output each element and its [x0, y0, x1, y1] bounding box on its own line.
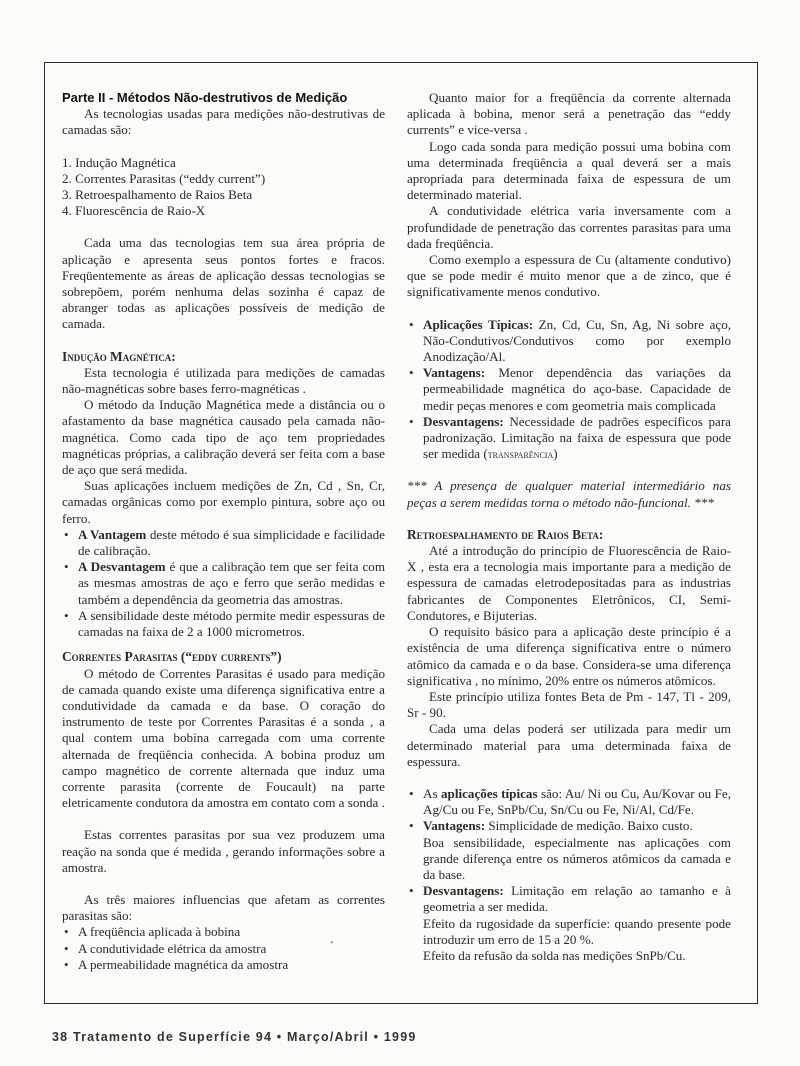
list-item: • A condutividade elétrica da amostra — [62, 941, 385, 957]
list-item: • Aplicações Típicas: Zn, Cd, Cu, Sn, Ag, Ni sobre aço, Não-Condutivos/Condutivos como por exemplo Anodização/Al. — [407, 317, 731, 366]
list-item: • A Desvantagem é que a calibração tem que ser feita com as mesmas amostras de aço e ferro que serão medidas e também a dependência da geometria das amostras. — [62, 559, 385, 608]
list-item: • A permeabilidade magnética da amostra — [62, 957, 385, 973]
eddy-current-heading: Correntes Parasitas (“eddy currents”) — [62, 649, 282, 665]
left-column — [62, 90, 385, 973]
influence-bullets — [62, 924, 385, 973]
right-column — [407, 90, 731, 964]
beta-heading: Retroespalhamento de Raios Beta: — [407, 526, 604, 542]
beta-paragraph: Este princípio utiliza fontes Beta de Pm - 147, Tl - 209, Sr - 90. — [407, 688, 731, 721]
eddy-current-paragraph: As três maiores influencias que afetam as correntes parasitas são: — [62, 891, 385, 924]
page-footer: 38 Tratamento de Superfície 94 • Março/Abril • 1999 — [52, 1030, 417, 1044]
eddy-current-paragraph: Logo cada sonda para medição possui uma bobina com uma determinada freqüência a qual deverá ser a mais apropriada para determinada faixa de espessura de um determinado material. — [407, 138, 731, 203]
induction-paragraph: O método da Indução Magnética mede a distância ou o afastamento da base magnética causado pela camada não-magnética. Como cada tipo de aço tem propriedades magnéticas próprias, a calibração deverá ser feita com a base de aço que será medida. — [62, 397, 385, 478]
eddy-current-paragraph: A condutividade elétrica varia inversamente com a profundidade de penetração das correntes parasitas para uma dada freqüência. — [407, 203, 731, 251]
beta-bullets — [407, 786, 731, 964]
induction-heading: Indução Magnética: — [62, 348, 176, 364]
list-item: • A Vantagem deste método é sua simplicidade e facilidade de calibração. — [62, 527, 385, 559]
induction-paragraph: Suas aplicações incluem medições de Zn, Cd , Sn, Cr, camadas orgânicas como por exemplo pintura, sobre aço ou ferro. — [62, 478, 385, 526]
eddy-current-paragraph: O método de Correntes Parasitas é usado para medição de camada quando existe uma diferença significativa entre a condutividade da camada e da base. O coração do instrumento de teste por Correntes Parasitas é a sonda , a qual contem uma bobina carregada com uma corrente alternada de freqüência conhecida. A bobina produz um campo magnético de corrente alternada que induz uma corrente parasita (corrente de Foucault) na parte eletricamente condutora da amostra em contato com a sonda . — [62, 665, 385, 811]
list-item: • Vantagens: Menor dependência das variações da permeabilidade magnética do aço-base. Capacidade de medir peças menores e com geometria mais complicada — [407, 365, 731, 414]
stray-dot: • — [330, 938, 334, 949]
section-title: Parte II - Métodos Não-destrutivos de Medição — [62, 90, 348, 105]
overview-paragraph: Cada uma das tecnologias tem sua área própria de aplicação e apresenta seus pontos fortes e fracos. Freqüentemente as áreas de aplicação dessas tecnologias se sobrepõem, porém nenhuma delas sozinha é capaz de abranger todas as aplicações possíveis de medição de camada. — [62, 235, 385, 332]
beta-paragraph: Cada uma delas poderá ser utilizada para medir um determinado material para uma determinada faixa de espessura. — [407, 721, 731, 769]
induction-paragraph: Esta tecnologia é utilizada para medições de camadas não-magnéticas sobre bases ferro-magnéticas . — [62, 364, 385, 397]
eddy-current-bullets — [407, 317, 731, 463]
warning-note: *** A presença de qualquer material intermediário nas peças a serem medidas torna o método não-funcional. *** — [407, 478, 731, 510]
list-item: • As aplicações típicas são: Au/ Ni ou Cu, Au/Kovar ou Fe, Ag/Cu ou Fe, SnPb/Cu, Sn/Cu ou Fe, Ni/Al, Cd/Fe. — [407, 786, 731, 818]
list-item: 4. Fluorescência de Raio-X — [62, 203, 206, 219]
list-item: 1. Indução Magnética — [62, 154, 176, 170]
list-item: • A freqüência aplicada à bobina — [62, 924, 385, 940]
technology-list — [62, 155, 385, 220]
list-item: • Desvantagens: Limitação em relação ao tamanho e à geometria a ser medida. Efeito da rugosidade da superfície: quando presente pode introduzir um erro de 15 a 20 %. Efeito da refusão da solda nas medições SnPb/Cu. — [407, 883, 731, 964]
eddy-current-paragraph: Quanto maior for a freqüência da corrente alternada aplicada à bobina, menor será a penetração das “eddy currents” e vice-versa . — [407, 90, 731, 138]
list-item: • Desvantagens: Necessidade de padrões específicos para padronização. Limitação na faixa de espessura que pode ser medida (transparência) — [407, 414, 731, 463]
eddy-current-paragraph: Como exemplo a espessura de Cu (altamente condutivo) que se pode medir é muito menor que a de zinco, que é significativamente menos condutivo. — [407, 252, 731, 300]
beta-paragraph: Até a introdução do princípio de Fluorescência de Raio-X , esta era a tecnologia mais importante para a medição de espessura de camadas eletrodepositadas para as industrias fabricantes de Componentes Eletrônicos, CI, Semi-Condutores, e Bijuterias. — [407, 543, 731, 623]
list-item: • Vantagens: Simplicidade de medição. Baixo custo. Boa sensibilidade, especialmente nas aplicações com grande diferença entre os números atômicos da camada e da base. — [407, 818, 731, 883]
beta-paragraph: O requisito básico para a aplicação deste princípio é a existência de uma diferença significativa entre o número atômico da camada e o da base. Considera-se uma diferença significativa , no mínimo, 20% entre os números atômicos. — [407, 624, 731, 688]
list-item: 2. Correntes Parasitas (“eddy current”) — [62, 170, 266, 186]
induction-bullets — [62, 527, 385, 640]
eddy-current-paragraph: Estas correntes parasitas por sua vez produzem uma reação na sonda que é medida , gerando informações sobre a amostra. — [62, 827, 385, 875]
list-item: • A sensibilidade deste método permite medir espessuras de camadas na faixa de 2 a 1000 micrometros. — [62, 608, 385, 640]
list-item: 3. Retroespalhamento de Raios Beta — [62, 187, 253, 203]
intro-paragraph: As tecnologias usadas para medições não-destrutivas de camadas são: — [62, 106, 385, 138]
